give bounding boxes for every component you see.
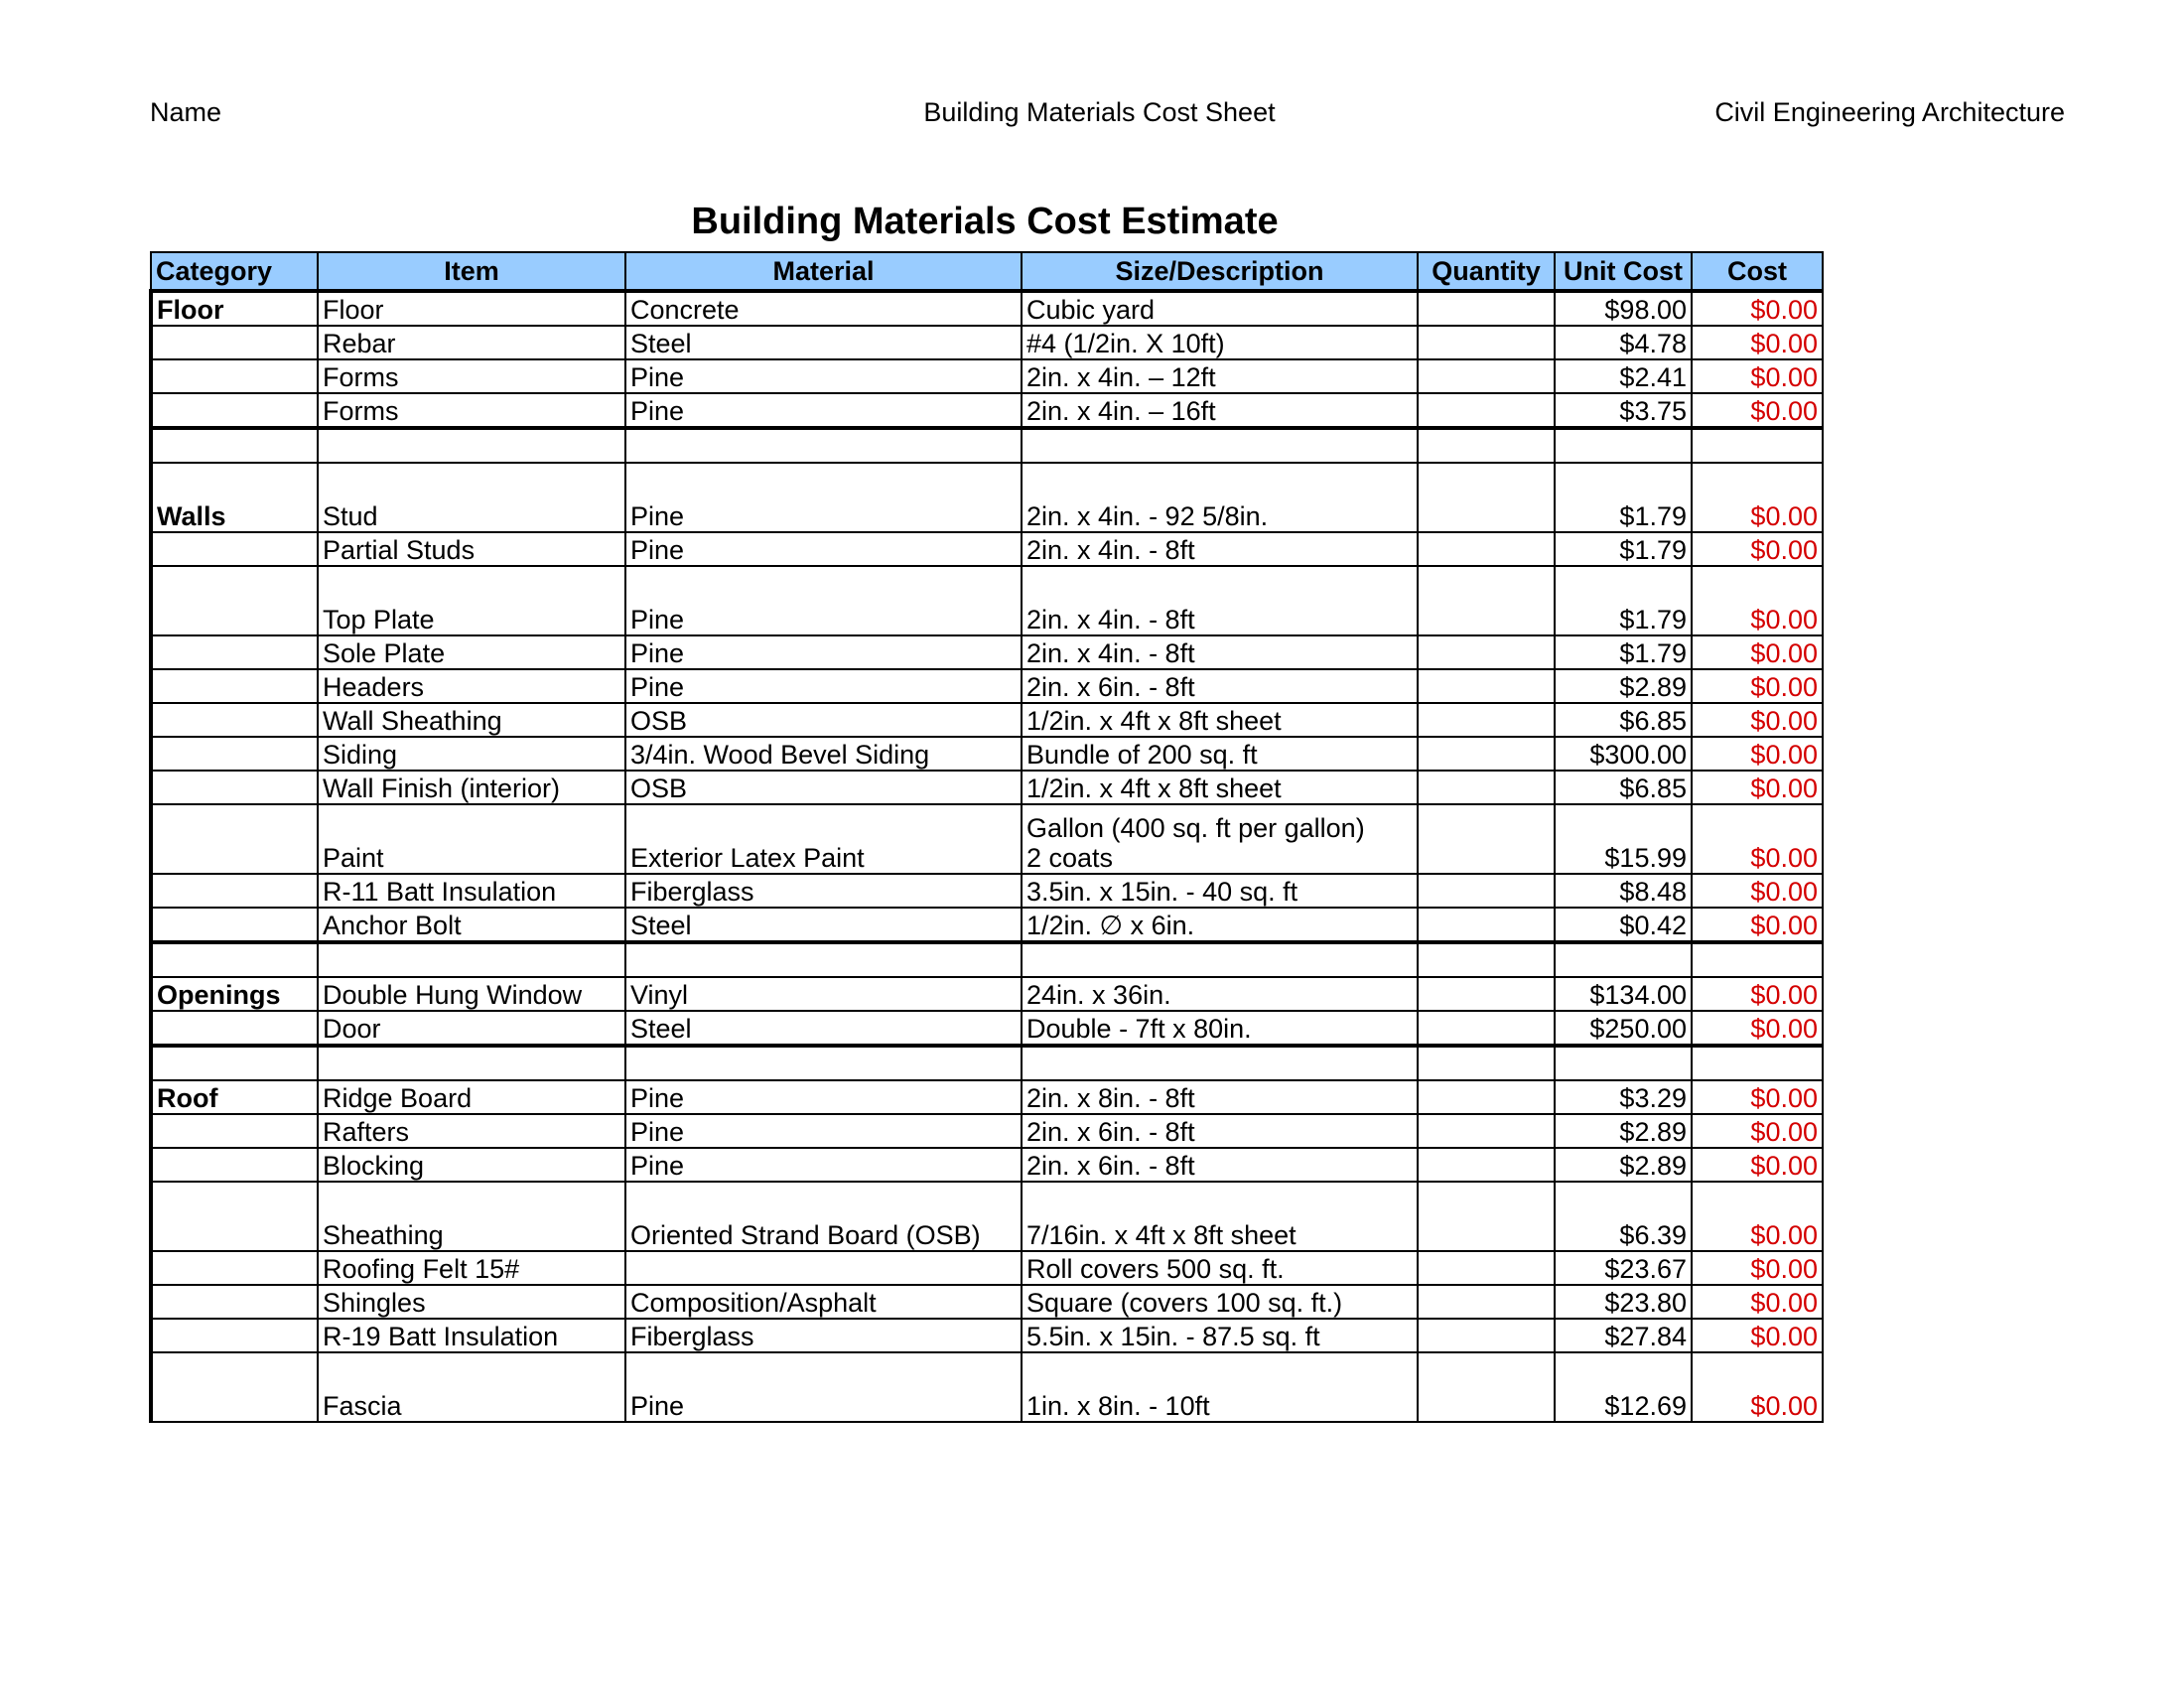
separator-row bbox=[151, 1046, 1823, 1080]
cell-item: Wall Finish (interior) bbox=[318, 771, 625, 804]
cell-cost: $0.00 bbox=[1692, 977, 1823, 1011]
cell-item: Sole Plate bbox=[318, 635, 625, 669]
cell-item: Top Plate bbox=[318, 566, 625, 635]
empty-cell bbox=[318, 428, 625, 463]
table-row bbox=[151, 1285, 1823, 1319]
table-row bbox=[151, 703, 1823, 737]
cell-size-description: 3.5in. x 15in. - 40 sq. ft bbox=[1022, 874, 1418, 908]
cell-cost: $0.00 bbox=[1692, 771, 1823, 804]
cell-cost: $0.00 bbox=[1692, 1080, 1823, 1114]
cell-unit-cost: $2.89 bbox=[1555, 1114, 1692, 1148]
table-row bbox=[151, 1148, 1823, 1182]
cell-unit-cost: $4.78 bbox=[1555, 326, 1692, 359]
description-line: Gallon (400 sq. ft per gallon) bbox=[1026, 813, 1365, 843]
cell-material: Vinyl bbox=[625, 977, 1022, 1011]
cell-item: Ridge Board bbox=[318, 1080, 625, 1114]
separator-row bbox=[151, 428, 1823, 463]
cell-category bbox=[151, 1251, 318, 1285]
cell-size-description: Roll covers 500 sq. ft. bbox=[1022, 1251, 1418, 1285]
cell-item: Rebar bbox=[318, 326, 625, 359]
cell-material: Steel bbox=[625, 1011, 1022, 1046]
col-header-category: Category bbox=[151, 252, 318, 291]
cell-material bbox=[625, 1251, 1022, 1285]
cell-category bbox=[151, 1352, 318, 1422]
cell-material: Pine bbox=[625, 532, 1022, 566]
table-row bbox=[151, 771, 1823, 804]
cell-quantity bbox=[1418, 908, 1555, 942]
cell-size-description: 2in. x 6in. - 8ft bbox=[1022, 669, 1418, 703]
cell-quantity bbox=[1418, 326, 1555, 359]
cell-category bbox=[151, 532, 318, 566]
cell-material: Pine bbox=[625, 1114, 1022, 1148]
table-row bbox=[151, 359, 1823, 393]
cell-quantity bbox=[1418, 1148, 1555, 1182]
table-row bbox=[151, 804, 1823, 874]
empty-cell bbox=[318, 942, 625, 977]
cell-material: Pine bbox=[625, 669, 1022, 703]
cell-item: Forms bbox=[318, 393, 625, 428]
cell-item: Paint bbox=[318, 804, 625, 874]
cell-quantity bbox=[1418, 1251, 1555, 1285]
cell-quantity bbox=[1418, 669, 1555, 703]
cell-category bbox=[151, 703, 318, 737]
cell-material: Pine bbox=[625, 566, 1022, 635]
cell-unit-cost: $250.00 bbox=[1555, 1011, 1692, 1046]
cell-item: R-11 Batt Insulation bbox=[318, 874, 625, 908]
cell-cost: $0.00 bbox=[1692, 1182, 1823, 1251]
col-header-size-description: Size/Description bbox=[1022, 252, 1418, 291]
cell-size-description: 7/16in. x 4ft x 8ft sheet bbox=[1022, 1182, 1418, 1251]
cell-cost: $0.00 bbox=[1692, 1352, 1823, 1422]
cell-size-description: Cubic yard bbox=[1022, 291, 1418, 326]
empty-cell bbox=[1692, 942, 1823, 977]
cell-material: OSB bbox=[625, 703, 1022, 737]
cell-quantity bbox=[1418, 977, 1555, 1011]
empty-cell bbox=[1692, 1046, 1823, 1080]
cell-category bbox=[151, 359, 318, 393]
cell-unit-cost: $1.79 bbox=[1555, 566, 1692, 635]
cell-category bbox=[151, 326, 318, 359]
cell-category: Openings bbox=[151, 977, 318, 1011]
empty-cell bbox=[318, 1046, 625, 1080]
empty-cell bbox=[151, 1046, 318, 1080]
cell-cost: $0.00 bbox=[1692, 532, 1823, 566]
cost-estimate-table bbox=[149, 251, 1824, 1423]
cell-cost: $0.00 bbox=[1692, 1011, 1823, 1046]
cell-item: Roofing Felt 15# bbox=[318, 1251, 625, 1285]
cell-cost: $0.00 bbox=[1692, 1148, 1823, 1182]
sheet-title: Building Materials Cost Estimate bbox=[691, 201, 1279, 242]
cell-unit-cost: $12.69 bbox=[1555, 1352, 1692, 1422]
cell-category: Floor bbox=[151, 291, 318, 326]
cell-material: 3/4in. Wood Bevel Siding bbox=[625, 737, 1022, 771]
cell-quantity bbox=[1418, 874, 1555, 908]
cell-unit-cost: $3.75 bbox=[1555, 393, 1692, 428]
col-header-material: Material bbox=[625, 252, 1022, 291]
cell-quantity bbox=[1418, 291, 1555, 326]
table-row bbox=[151, 669, 1823, 703]
cell-quantity bbox=[1418, 1182, 1555, 1251]
cell-item: Siding bbox=[318, 737, 625, 771]
cell-category bbox=[151, 874, 318, 908]
cell-item: Wall Sheathing bbox=[318, 703, 625, 737]
cell-unit-cost: $2.89 bbox=[1555, 1148, 1692, 1182]
cell-unit-cost: $6.39 bbox=[1555, 1182, 1692, 1251]
cell-category bbox=[151, 669, 318, 703]
cell-item: Floor bbox=[318, 291, 625, 326]
cell-size-description: 2in. x 4in. - 92 5/8in. bbox=[1022, 463, 1418, 532]
cell-item: Blocking bbox=[318, 1148, 625, 1182]
cell-category: Walls bbox=[151, 463, 318, 532]
empty-cell bbox=[1022, 942, 1418, 977]
empty-cell bbox=[1692, 428, 1823, 463]
cell-material: Pine bbox=[625, 635, 1022, 669]
cell-size-description: 2in. x 4in. – 12ft bbox=[1022, 359, 1418, 393]
cell-cost: $0.00 bbox=[1692, 737, 1823, 771]
cell-category bbox=[151, 635, 318, 669]
cell-material: Pine bbox=[625, 1352, 1022, 1422]
col-header-quantity: Quantity bbox=[1418, 252, 1555, 291]
col-header-cost: Cost bbox=[1692, 252, 1823, 291]
cell-item: Anchor Bolt bbox=[318, 908, 625, 942]
empty-cell bbox=[151, 942, 318, 977]
cell-category bbox=[151, 1285, 318, 1319]
cell-item: Double Hung Window bbox=[318, 977, 625, 1011]
cell-size-description: 5.5in. x 15in. - 87.5 sq. ft bbox=[1022, 1319, 1418, 1352]
cell-size-description: 2in. x 6in. - 8ft bbox=[1022, 1114, 1418, 1148]
cell-category bbox=[151, 1182, 318, 1251]
cell-item: Headers bbox=[318, 669, 625, 703]
empty-cell bbox=[151, 428, 318, 463]
cell-category bbox=[151, 737, 318, 771]
cell-quantity bbox=[1418, 703, 1555, 737]
table-row bbox=[151, 1011, 1823, 1046]
cell-unit-cost: $1.79 bbox=[1555, 532, 1692, 566]
table-row bbox=[151, 1114, 1823, 1148]
cell-unit-cost: $1.79 bbox=[1555, 463, 1692, 532]
cell-unit-cost: $134.00 bbox=[1555, 977, 1692, 1011]
cell-unit-cost: $2.89 bbox=[1555, 669, 1692, 703]
empty-cell bbox=[1555, 942, 1692, 977]
cell-item: Sheathing bbox=[318, 1182, 625, 1251]
table-row bbox=[151, 566, 1823, 635]
cell-quantity bbox=[1418, 532, 1555, 566]
cell-quantity bbox=[1418, 359, 1555, 393]
cell-category bbox=[151, 804, 318, 874]
cell-quantity bbox=[1418, 566, 1555, 635]
cell-material: Oriented Strand Board (OSB) bbox=[625, 1182, 1022, 1251]
col-header-item: Item bbox=[318, 252, 625, 291]
cell-material: Fiberglass bbox=[625, 874, 1022, 908]
cell-quantity bbox=[1418, 1011, 1555, 1046]
header-course-name: Civil Engineering Architecture bbox=[1714, 97, 2065, 127]
cell-unit-cost: $300.00 bbox=[1555, 737, 1692, 771]
cell-category: Roof bbox=[151, 1080, 318, 1114]
cell-quantity bbox=[1418, 771, 1555, 804]
empty-cell bbox=[1022, 1046, 1418, 1080]
cell-size-description: 2in. x 4in. – 16ft bbox=[1022, 393, 1418, 428]
table-row bbox=[151, 532, 1823, 566]
cell-category bbox=[151, 393, 318, 428]
cell-unit-cost: $15.99 bbox=[1555, 804, 1692, 874]
cell-unit-cost: $6.85 bbox=[1555, 771, 1692, 804]
cell-unit-cost: $3.29 bbox=[1555, 1080, 1692, 1114]
col-header-unit-cost: Unit Cost bbox=[1555, 252, 1692, 291]
empty-cell bbox=[1418, 942, 1555, 977]
cell-cost: $0.00 bbox=[1692, 874, 1823, 908]
cell-item: Fascia bbox=[318, 1352, 625, 1422]
table-row bbox=[151, 1352, 1823, 1422]
cell-cost: $0.00 bbox=[1692, 359, 1823, 393]
cell-quantity bbox=[1418, 1352, 1555, 1422]
empty-cell bbox=[625, 428, 1022, 463]
cell-unit-cost: $23.67 bbox=[1555, 1251, 1692, 1285]
table-row bbox=[151, 291, 1823, 326]
cell-size-description: #4 (1/2in. X 10ft) bbox=[1022, 326, 1418, 359]
cell-material: Pine bbox=[625, 463, 1022, 532]
cell-size-description: 1/2in. x 4ft x 8ft sheet bbox=[1022, 703, 1418, 737]
table-row bbox=[151, 1319, 1823, 1352]
cell-material: Steel bbox=[625, 908, 1022, 942]
empty-cell bbox=[1418, 1046, 1555, 1080]
table-row bbox=[151, 393, 1823, 428]
empty-cell bbox=[625, 1046, 1022, 1080]
cell-quantity bbox=[1418, 1319, 1555, 1352]
cell-material: Steel bbox=[625, 326, 1022, 359]
cell-size-description: 1in. x 8in. - 10ft bbox=[1022, 1352, 1418, 1422]
cell-item: Door bbox=[318, 1011, 625, 1046]
cell-size-description: 2in. x 8in. - 8ft bbox=[1022, 1080, 1418, 1114]
cell-unit-cost: $98.00 bbox=[1555, 291, 1692, 326]
empty-cell bbox=[1555, 1046, 1692, 1080]
cell-cost: $0.00 bbox=[1692, 291, 1823, 326]
cell-item: Rafters bbox=[318, 1114, 625, 1148]
table-row bbox=[151, 635, 1823, 669]
table-row bbox=[151, 874, 1823, 908]
cell-size-description: Bundle of 200 sq. ft bbox=[1022, 737, 1418, 771]
cell-item: Forms bbox=[318, 359, 625, 393]
cell-unit-cost: $1.79 bbox=[1555, 635, 1692, 669]
cell-category bbox=[151, 908, 318, 942]
cell-size-description: 1/2in. ∅ x 6in. bbox=[1022, 908, 1418, 942]
cell-quantity bbox=[1418, 1285, 1555, 1319]
cell-size-description: 2in. x 4in. - 8ft bbox=[1022, 566, 1418, 635]
cell-quantity bbox=[1418, 393, 1555, 428]
table-row bbox=[151, 1251, 1823, 1285]
cell-cost: $0.00 bbox=[1692, 635, 1823, 669]
empty-cell bbox=[1418, 428, 1555, 463]
cell-quantity bbox=[1418, 737, 1555, 771]
table-row bbox=[151, 463, 1823, 532]
cell-size-description: 24in. x 36in. bbox=[1022, 977, 1418, 1011]
empty-cell bbox=[1555, 428, 1692, 463]
cell-cost: $0.00 bbox=[1692, 463, 1823, 532]
cell-quantity bbox=[1418, 1114, 1555, 1148]
cell-cost: $0.00 bbox=[1692, 1251, 1823, 1285]
table-row bbox=[151, 977, 1823, 1011]
cell-cost: $0.00 bbox=[1692, 566, 1823, 635]
cell-cost: $0.00 bbox=[1692, 1114, 1823, 1148]
cell-item: Stud bbox=[318, 463, 625, 532]
cell-material: Pine bbox=[625, 359, 1022, 393]
cell-unit-cost: $27.84 bbox=[1555, 1319, 1692, 1352]
cell-material: Pine bbox=[625, 1148, 1022, 1182]
cell-material: Composition/Asphalt bbox=[625, 1285, 1022, 1319]
cell-material: Concrete bbox=[625, 291, 1022, 326]
cell-cost: $0.00 bbox=[1692, 1285, 1823, 1319]
table-row bbox=[151, 326, 1823, 359]
cell-cost: $0.00 bbox=[1692, 703, 1823, 737]
cell-category bbox=[151, 566, 318, 635]
cell-unit-cost: $6.85 bbox=[1555, 703, 1692, 737]
cell-unit-cost: $8.48 bbox=[1555, 874, 1692, 908]
cell-size-description: 2in. x 6in. - 8ft bbox=[1022, 1148, 1418, 1182]
table-row bbox=[151, 737, 1823, 771]
cell-category bbox=[151, 1114, 318, 1148]
cell-size-description bbox=[1022, 804, 1418, 874]
cell-material: Exterior Latex Paint bbox=[625, 804, 1022, 874]
cell-material: Pine bbox=[625, 393, 1022, 428]
cell-material: OSB bbox=[625, 771, 1022, 804]
cell-size-description: 1/2in. x 4ft x 8ft sheet bbox=[1022, 771, 1418, 804]
cell-cost: $0.00 bbox=[1692, 326, 1823, 359]
header-name-label: Name bbox=[150, 97, 222, 127]
cell-category bbox=[151, 1319, 318, 1352]
separator-row bbox=[151, 942, 1823, 977]
cell-quantity bbox=[1418, 804, 1555, 874]
cell-category bbox=[151, 1011, 318, 1046]
cell-item: Shingles bbox=[318, 1285, 625, 1319]
cell-unit-cost: $23.80 bbox=[1555, 1285, 1692, 1319]
cell-cost: $0.00 bbox=[1692, 804, 1823, 874]
cell-material: Pine bbox=[625, 1080, 1022, 1114]
empty-cell bbox=[625, 942, 1022, 977]
cell-unit-cost: $2.41 bbox=[1555, 359, 1692, 393]
cell-cost: $0.00 bbox=[1692, 908, 1823, 942]
cell-cost: $0.00 bbox=[1692, 393, 1823, 428]
header-sheet-title: Building Materials Cost Sheet bbox=[923, 97, 1276, 127]
cell-quantity bbox=[1418, 463, 1555, 532]
table-row bbox=[151, 1080, 1823, 1114]
table-row bbox=[151, 1182, 1823, 1251]
cell-category bbox=[151, 1148, 318, 1182]
cell-item: R-19 Batt Insulation bbox=[318, 1319, 625, 1352]
cell-category bbox=[151, 771, 318, 804]
cell-size-description: 2in. x 4in. - 8ft bbox=[1022, 635, 1418, 669]
header-row bbox=[151, 252, 1823, 291]
cell-size-description: 2in. x 4in. - 8ft bbox=[1022, 532, 1418, 566]
cell-size-description: Square (covers 100 sq. ft.) bbox=[1022, 1285, 1418, 1319]
cell-unit-cost: $0.42 bbox=[1555, 908, 1692, 942]
description-line: 2 coats bbox=[1026, 843, 1114, 873]
cell-quantity bbox=[1418, 1080, 1555, 1114]
table-row bbox=[151, 908, 1823, 942]
cell-material: Fiberglass bbox=[625, 1319, 1022, 1352]
cell-item: Partial Studs bbox=[318, 532, 625, 566]
cell-cost: $0.00 bbox=[1692, 1319, 1823, 1352]
cell-quantity bbox=[1418, 635, 1555, 669]
cell-size-description: Double - 7ft x 80in. bbox=[1022, 1011, 1418, 1046]
empty-cell bbox=[1022, 428, 1418, 463]
cell-cost: $0.00 bbox=[1692, 669, 1823, 703]
